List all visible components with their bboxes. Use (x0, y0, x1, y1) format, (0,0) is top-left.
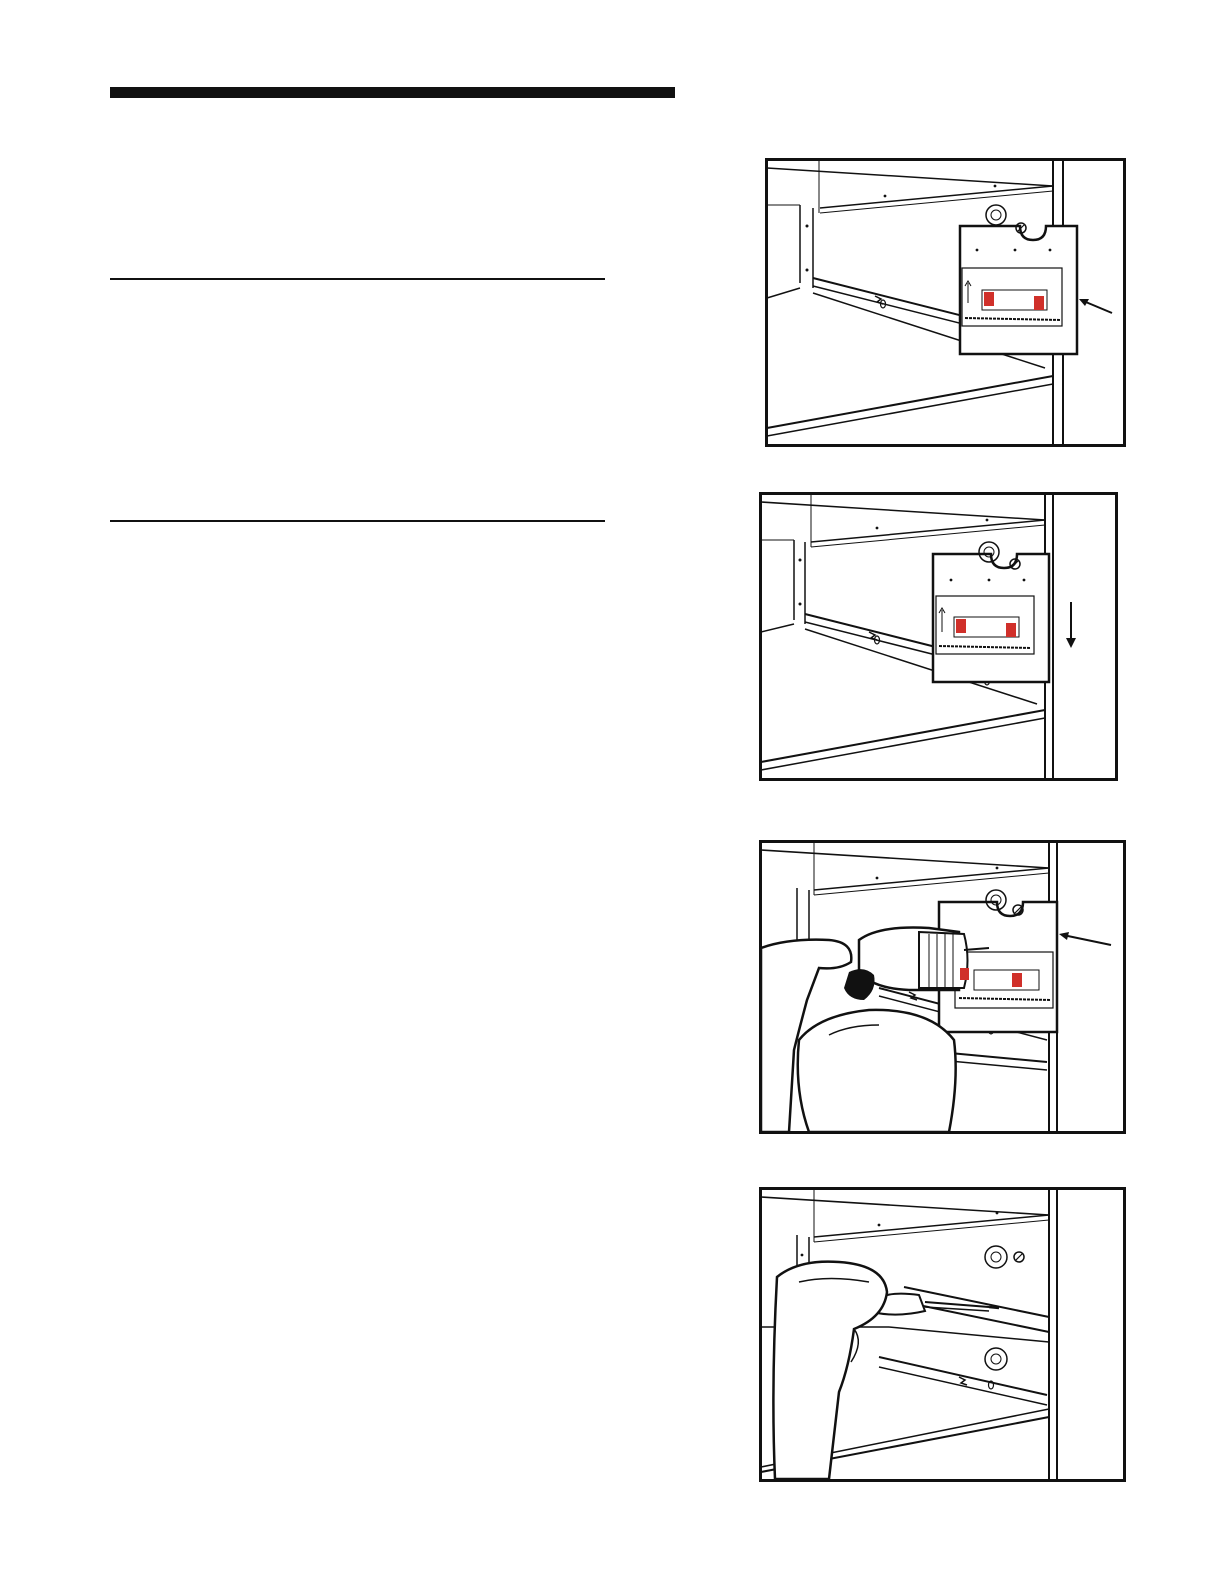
section-divider-1 (110, 278, 605, 280)
figure-4-screwdriver-fasten (759, 1187, 1126, 1482)
figure-2-slide-down-label-holder (759, 492, 1118, 781)
shelf-install-step-1-icon (765, 158, 1126, 447)
section-header-bar (110, 87, 675, 98)
shelf-install-step-2-icon (759, 492, 1118, 781)
section-divider-2 (110, 520, 605, 522)
shelf-drill-step-icon (759, 840, 1126, 1134)
shelf-screwdriver-step-icon (759, 1187, 1126, 1482)
figure-3-drill-label-holder (759, 840, 1126, 1134)
figure-1-install-label-holder (765, 158, 1126, 447)
